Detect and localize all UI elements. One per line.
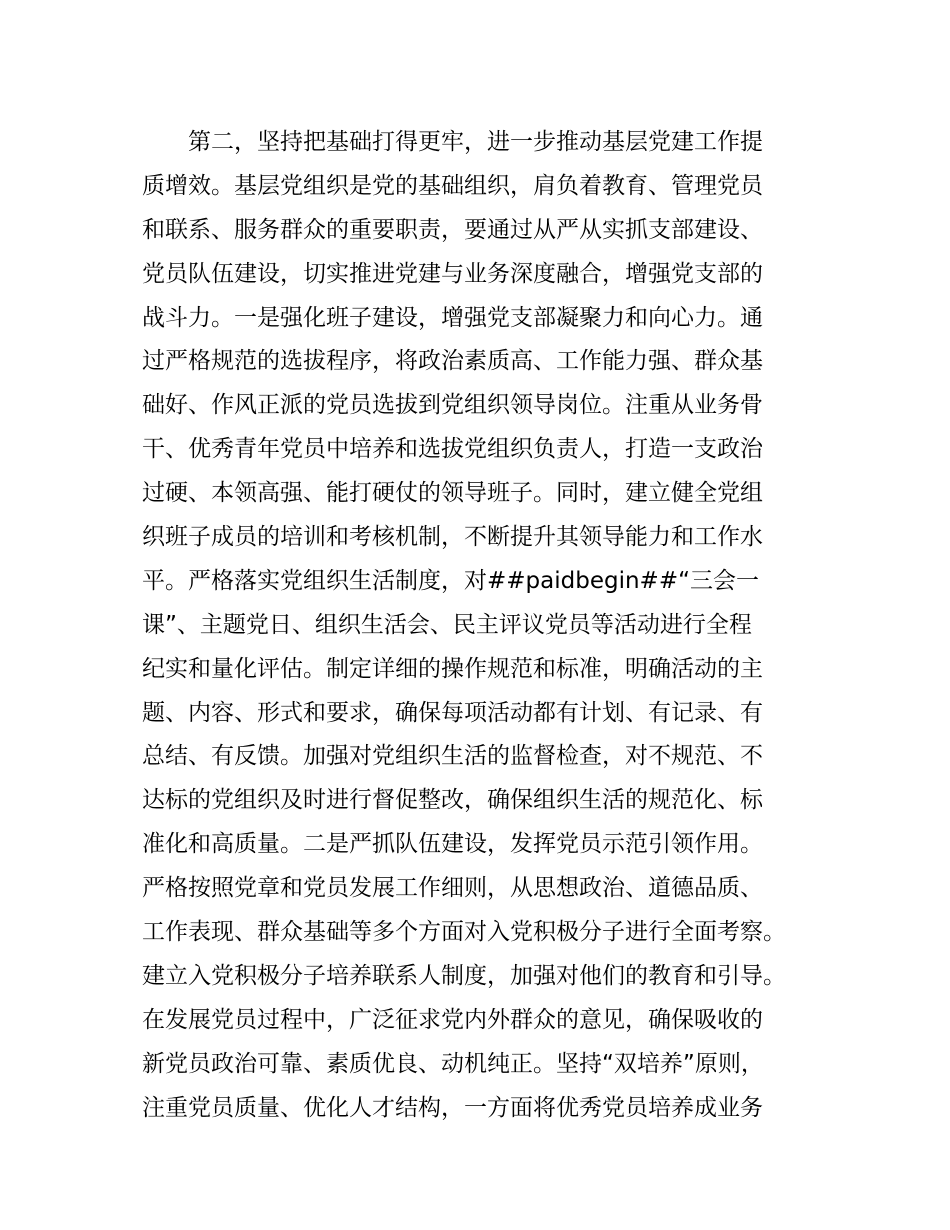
text-line: 准化和高质量。二是严抓队伍建设，发挥党员示范引领作用。 — [142, 831, 763, 858]
text-line: 织班子成员的培训和考核机制，不断提升其领导能力和工作水 — [142, 524, 763, 551]
text-line: 过严格规范的选拔程序，将政治素质高、工作能力强、群众基 — [142, 348, 763, 375]
text-line: 课”、主题党日、组织生活会、民主评议党员等活动进行全程 — [142, 611, 752, 638]
text-line: 纪实和量化评估。制定详细的操作规范和标准，明确活动的主 — [142, 655, 763, 682]
text-line: 党员队伍建设，切实推进党建与业务深度融合，增强党支部的 — [142, 260, 763, 287]
text-line: 干、优秀青年党员中培养和选拔党组织负责人，打造一支政治 — [142, 436, 763, 463]
text-line: 础好、作风正派的党员选拔到党组织领导岗位。注重从业务骨 — [142, 392, 763, 419]
text-line: 平。严格落实党组织生活制度，对##paidbegin##“三会一 — [142, 567, 760, 594]
text-line: 过硬、本领高强、能打硬仗的领导班子。同时，建立健全党组 — [142, 480, 763, 507]
text-line: 第二，坚持把基础打得更牢，进一步推动基层党建工作提 — [188, 129, 763, 155]
text-line: 工作表现、群众基础等多个方面对入党积极分子进行全面考察。 — [142, 919, 786, 946]
text-line: 新党员政治可靠、素质优良、动机纯正。坚持“双培养”原则， — [142, 1050, 764, 1077]
text-line: 在发展党员过程中，广泛征求党内外群众的意见，确保吸收的 — [142, 1006, 763, 1033]
text-line: 和联系、服务群众的重要职责，要通过从严从实抓支部建设、 — [142, 216, 763, 243]
text-line: 建立入党积极分子培养联系人制度，加强对他们的教育和引导。 — [142, 962, 786, 989]
text-line: 质增效。基层党组织是党的基础组织，肩负着教育、管理党员 — [142, 172, 763, 199]
body-paragraph — [142, 121, 842, 1130]
text-line: 达标的党组织及时进行督促整改，确保组织生活的规范化、标 — [142, 787, 763, 814]
text-line: 战斗力。一是强化班子建设，增强党支部凝聚力和向心力。通 — [142, 304, 763, 331]
text-line: 题、内容、形式和要求，确保每项活动都有计划、有记录、有 — [142, 699, 763, 726]
text-line: 注重党员质量、优化人才结构，一方面将优秀党员培养成业务 — [142, 1094, 763, 1121]
text-line: 总结、有反馈。加强对党组织生活的监督检查，对不规范、不 — [142, 743, 763, 770]
text-line: 严格按照党章和党员发展工作细则，从思想政治、道德品质、 — [142, 875, 763, 902]
